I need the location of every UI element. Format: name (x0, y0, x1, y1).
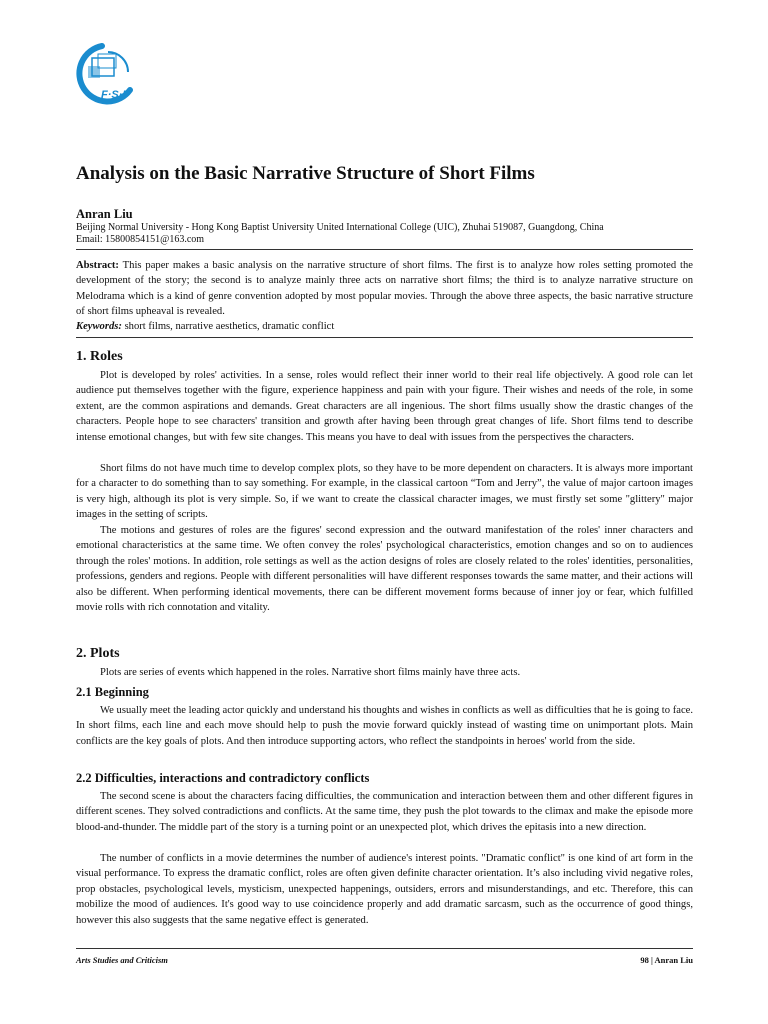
journal-name: Arts Studies and Criticism (76, 955, 168, 965)
abstract (76, 258, 693, 320)
keywords-text: short films, narrative aesthetics, dramatic conflict (124, 321, 335, 332)
paragraph: The number of conflicts in a movie determines the number of audience's interest points. "Dramatic conflict" is one kind of art form in the visual performance. To express the dramatic conflict, roles are often given definite character orientation. It’s also including vivid negative roles, prop obstacles, psychological levels, mysticism, unexpected happenings, outsiders, errors and misunderstandings, and etc. Therefore, this can mobilize the mood of audiences. It's good way to use coincidence properly and add dramatic sarcasm, such as the occurrence of good things, however this also suggests that the same negative effect is generated. (76, 853, 693, 926)
section-heading-roles: 1. Roles (76, 349, 123, 364)
section-heading-plots: 2. Plots (76, 646, 120, 661)
paragraph: The motions and gestures of roles are the figures' second expression and the outward manifestation of the roles' inner characters and emotional characteristics at the same time. We often convey the roles' psychological characteristics, emotion changes and so on to audiences through the roles' motions. In addition, role settings as well as the action designs of roles are closely related to the roles' identities, personalities, professions, genders and regions. People with different personalities will have different responses towards the same matter, and their actions will also be different. When performing identical movements, there can be different movement forms because of inner joy or fear, which fulfilled movie rolls with rich connotation and vitality. (76, 525, 693, 614)
subsection-heading-difficulties: 2.2 Difficulties, interactions and contradictory conflicts (76, 771, 370, 785)
page-number: 98 | Anran Liu (640, 955, 693, 965)
subsection-heading-beginning: 2.1 Beginning (76, 685, 149, 699)
footer-divider (76, 948, 693, 949)
fsp-logo-icon (72, 40, 156, 106)
author-name: Anran Liu (76, 207, 133, 221)
abstract-divider (76, 337, 693, 338)
abstract-label: Abstract: (76, 260, 119, 271)
paragraph: The second scene is about the characters facing difficulties, the communication and interaction between them and other different figures in different scenes. They solved contradictions and conflicts. At the same time, they push the plot towards to the climax and make the episode more blood-and-thunder. The middle part of the story is a turning point or an unexpected plot, which drives the epitasis into a new direction. (76, 791, 693, 833)
paragraph: We usually meet the leading actor quickly and understand his thoughts and wishes in conflicts as well as difficulties that he is going to face. In short films, each line and each move should help to push the movie forward quickly instead of wasting time on unimportant plots. Main conflicts are the key goals of plots. And then introduce supporting actors, who reflect the standpoints in heroes' world from the side. (76, 705, 693, 747)
keywords-label: Keywords: (76, 321, 122, 332)
paper-title: Analysis on the Basic Narrative Structure of Short Films (76, 163, 535, 184)
header-divider (76, 249, 693, 250)
author-email: Email: 15800854151@163.com (76, 234, 205, 245)
logo-text: F·S·P (101, 89, 130, 101)
paragraph: Plots are series of events which happened in the roles. Narrative short films mainly have three acts. (100, 667, 521, 678)
author-affiliation: Beijing Normal University - Hong Kong Baptist University United International College (UIC), Zhuhai 519087, Guangdong, China (76, 222, 604, 233)
publisher-logo (72, 40, 156, 106)
keywords (76, 319, 334, 334)
paragraph: Plot is developed by roles' activities. In a sense, roles would reflect their inner world to their real life objectively. A good role can let audience put themselves together with the figure, experience happiness and pain with your figure. Their wishes and needs of the role, in some extent, are the common aspirations and demands. Great characters are all ingenious. The short films usually show the drastic changes of the characters. People hope to see characters' transition and growth after having been through great changes of life. Short films tend to describe intense emotional changes, but with few site changes. This means you have to deal with issues from the perspectives the characters. (76, 370, 693, 443)
abstract-text: This paper makes a basic analysis on the narrative structure of short films. The first is to analyze how roles setting promoted the development of the story; the second is to analyze mainly three acts on narrative short films; the third is to analyze narrative structure on Melodrama which is a kind of genre convention adopted by most popular movies. Through the above three aspects, the basic narrative structure of short films upheaval is revealed. (76, 260, 693, 318)
paragraph: Short films do not have much time to develop complex plots, so they have to be more dependent on characters. It is always more important for a character to do something than to say something. For example, in the classical cartoon “Tom and Jerry”, the value of major cartoon images is very high, although its plot is very simple. So, if we want to create the classical character images, we must firstly set some "glittery" major images in the setting of scripts. (76, 463, 693, 521)
